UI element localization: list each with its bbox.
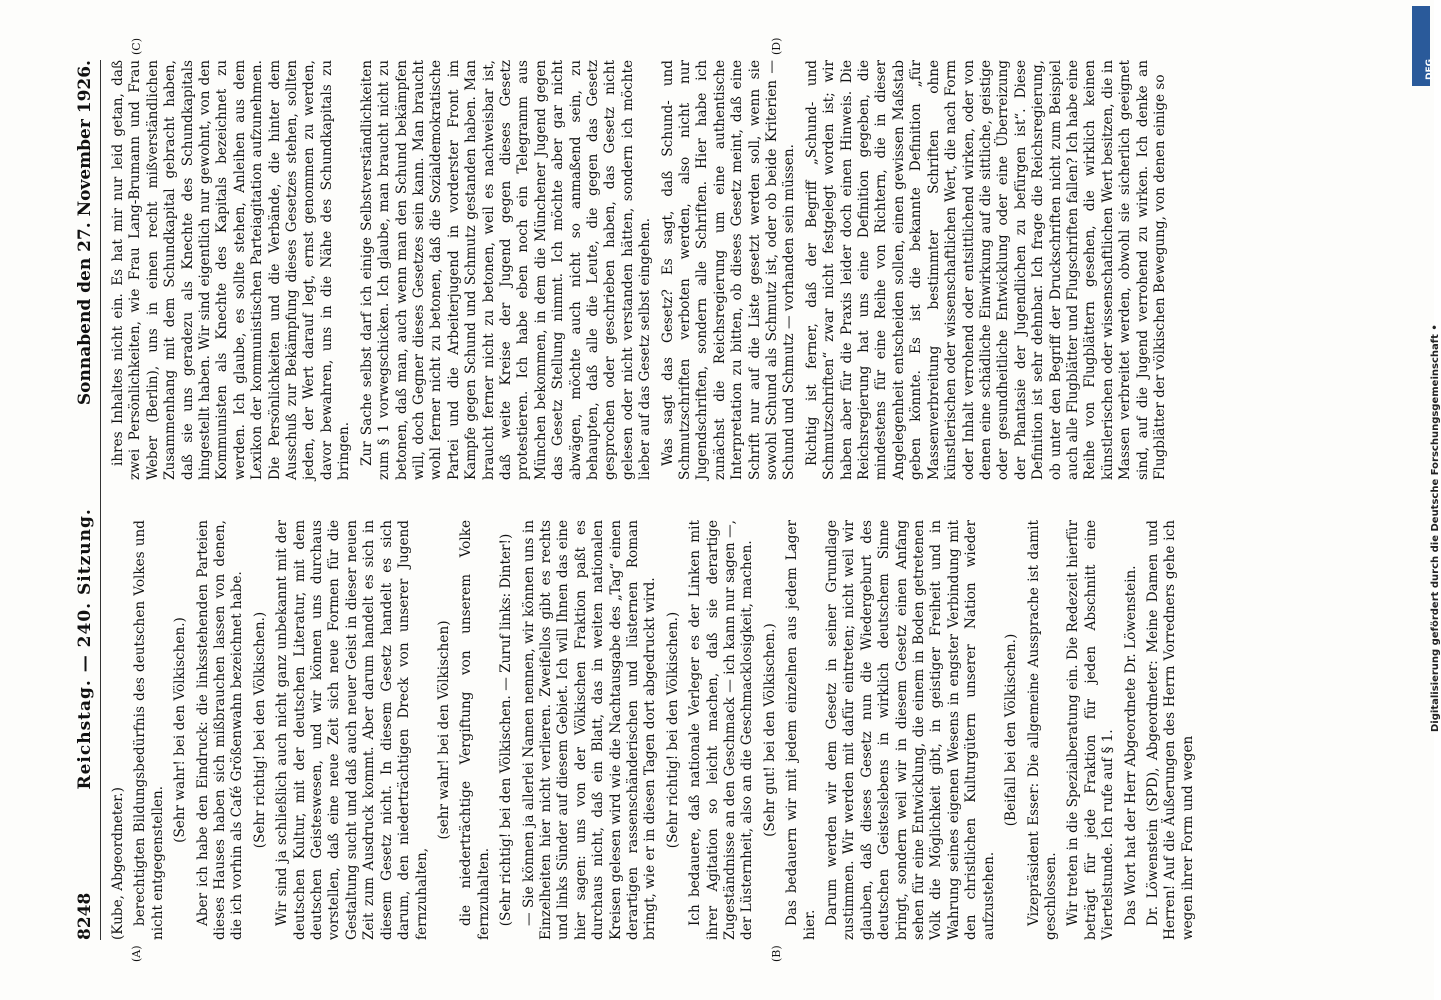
- paragraph: (Kube, Abgeordneter.): [110, 787, 126, 940]
- dfg-logo: [1412, 6, 1435, 86]
- paragraph: Wir sind ja schließlich auch nicht ganz unbekannt mit der deutschen Kultur, mit der deutschen Literatur, mit dem deutschen Geisteswesen, und wir können uns durchaus vorstellen, daß eine neue Zeit sich neue Formen für die Gestaltung sucht und daß auch neuer Geist in dieser neuen Zeit zum Ausdruck kommt. Aber darum handelt es sich in diesem Gesetz nicht. In diesem Gesetz handelt es sich darum, den niederträchtigen Dreck von unserer Jugend fernzuhalten,: [274, 520, 430, 940]
- paragraph: Darum werden wir dem Gesetz in seiner Grundlage zustimmen. Wir werden mit dafür eintreten; nicht weil wir glauben, daß dieses Gesetz nun die Wiedergeburt des deutschen Geisteslebens in wirklich deutschem Sinne bringt, sondern weil wir in diesem Gesetz einen Anfang sehen für eine Entwicklung, die einem in Boden getretenen Volk die Möglichkeit gibt, in geistiger Freiheit und in Wahrung seines eigenen Wesens in engster Verbindung mit den christlichen Kulturgütern unserer Nation wieder aufzustehen.: [824, 520, 997, 940]
- margin-marker-d: (D): [770, 37, 783, 55]
- paragraph: Das bedauern wir mit jedem einzelnen aus jedem Lager hier.: [784, 520, 818, 940]
- session-title: Reichstag. — 240. Sitzung.: [75, 508, 95, 790]
- rotated-page-content: [70, 37, 1370, 962]
- paragraph: Das Wort hat der Herr Abgeordnete Dr. Löwenstein.: [1122, 565, 1139, 926]
- margin-marker-b: (B): [770, 945, 783, 962]
- paragraph: Dr. Löwenstein (SPD), Abgeordneter: Meine Damen und Herren! Auf die Äußerungen des Herrn Vorredners gehe ich wegen ihrer Form und wegen: [1144, 520, 1196, 940]
- text-column-right: [110, 60, 1174, 480]
- paragraph: Was sagt das Gesetz? Es sagt, daß Schund- und Schmutzschriften verboten werden, also nicht nur Jugendschriften, sondern alle Schriften. Hier habe ich zunächst die Reichsregierung um eine authentische Interpretation zu bitten, ob dieses Gesetz meint, daß eine Schrift nur auf die Liste gesetzt werden soll, wenn sie sowohl Schund als Schmutz ist, oder ob beide Kriterien — Schund und Schmutz — vorhanden sein müssen.: [659, 60, 798, 480]
- dfg-logo-text: DFG: [1425, 58, 1435, 80]
- paragraph: Vizepräsident Esser: Die allgemeine Aussprache ist damit geschlossen.: [1025, 520, 1059, 940]
- paragraph: (Sehr richtig! bei den Völkischen.): [664, 611, 681, 849]
- page-header: [70, 60, 101, 940]
- paragraph: (Sehr richtig! bei den Völkischen. — Zuruf links: Dinter!): [498, 533, 515, 927]
- margin-marker-a: (A): [130, 945, 143, 962]
- text-column-left: [110, 520, 1202, 940]
- digitization-credit: [1418, 92, 1441, 732]
- paragraph: Wir treten in die Spezialberatung ein. Die Redezeit hierfür beträgt für jede Fraktion für jeden Abschnitt eine Viertelstunde. Ich rufe auf § 1.: [1065, 520, 1117, 940]
- paragraph: (Beifall bei den Völkischen.): [1003, 633, 1020, 827]
- paragraph: — Sie können ja allerlei Namen nennen, wir können uns in Einzelheiten hier nicht verlieren. Zweifellos gibt es rechts und links Sünder auf diesem Gebiet. Ich will Ihnen das eine hier sagen: uns von der Völkischen Fraktion paßt es durchaus nicht, daß ein Blatt, das in weiten nationalen Kreisen gelesen wird wie die Nachtausgabe des „Tag“ einen derartigen rassenschänderischen und lüsternen Roman bringt, wie er in diesen Tagen dort abgedruckt wird.: [520, 520, 659, 940]
- paragraph: (Sehr richtig! bei den Völkischen.): [251, 611, 268, 849]
- paragraph: Richtig ist ferner, daß der Begriff „Schund- und Schmutzschriften“ zwar nicht festgelegt worden ist; wir haben aber für die Praxis leider doch einen Hinweis. Die Reichsregierung hat uns eine Definition gegeben, die mindestens für eine Reihe von Richtern, die in dieser Angelegenheit entscheiden sollen, einen gewissen Maßstab geben könnte. Es ist die bekannte Definition „für Massenverbreitung bestimmter Schriften ohne künstlerischen oder wissenschaftlichen Wert, die nach Form oder Inhalt verrohend oder entsittlichend wirken, oder von denen eine schädliche Einwirkung auf die sittliche, geistige oder gesundheitliche Entwicklung oder eine Überreizung der Phantasie der Jugendlichen zu befürgen ist“. Diese Definition ist sehr dehnbar. Ich frage die Reichsregierung, ob unter den Begriff der Druckschriften nicht zum Beispiel auch alle Flugblätter und Flugschriften fallen? Ich habe eine Reihe von Flugblättern gesehen, die wirklich keinen künstlerischen oder wissenschaftlichen Wert besitzen, die in Massen verbreitet werden, obwohl sie sicherlich geeignet sind, auf die Jugend verrohend zu wirken. Ich denke an Flugblätter der völkischen Bewegung, von denen einige so: [803, 60, 1168, 480]
- paragraph: Zur Sache selbst darf ich einige Selbstverständlichkeiten zum § 1 vorwegschicken. Ich glaube, man braucht nicht zu betonen, daß man, auch wenn man den Schund bekämpfen will, doch Gegner dieses Gesetzes sein kann. Man braucht wohl ferner nicht zu betonen, daß die Sozialdemokratische Partei und die Arbeiterjugend in vorderster Front im Kampfe gegen Schund und Schmutz gestanden haben. Man braucht ferner nicht zu betonen, weil es nachweisbar ist, daß weite Kreise der Jugend gegen dieses Gesetz protestieren. Ich habe eben noch ein Telegramm aus München bekommen, in dem die Münchener Jugend gegen das Gesetz Stellung nimmt. Ich möchte aber gar nicht abwägen, möchte auch nicht so anmaßend sein, zu behaupten, daß alle die Leute, die gegen das Gesetz gesprochen oder geschrieben haben, das Gesetz nicht gelesen oder nicht verstanden hätten, sondern ich möchte lieber auf das Gesetz selbst eingehen.: [358, 60, 654, 480]
- paragraph: (Sehr gut! bei den Völkischen.): [761, 623, 778, 837]
- paragraph: ihres Inhaltes nicht ein. Es hat mir nur leid getan, daß zwei Persönlichkeiten, wie Frau Lang-Brumann und Frau Weber (Berlin), uns in einen recht mißverständlichen Zusammenhang mit dem Schundkapital gebracht haben, daß sie uns geradezu als Knechte des Schundkapitals hingestellt haben. Wir sind eigentlich nur gewohnt, von den Kommunisten als Knechte des Kapitals bezeichnet zu werden. Ich glaube, es sollte stehen, Anleihen aus dem Lexikon der kommunistischen Parteiagitation aufzunehmen. Die Persönlichkeiten und die Verbände, die hinter dem Ausschuß zur Bekämpfung dieses Gesetzes stehen, sollten jeden, der Wert darauf legt, ernst genommen zu werden, davor bewahren, uns in die Nähe des Schundkapitals zu bringen.: [110, 60, 353, 480]
- paragraph: (sehr wahr! bei den Völkischen): [435, 620, 452, 840]
- session-date: Sonnabend den 27. November 1926.: [75, 60, 95, 406]
- paragraph: (Sehr wahr! bei den Völkischen.): [172, 617, 189, 843]
- paragraph: Aber ich habe den Eindruck: die linksstehenden Parteien dieses Hauses haben sich mißbrauchen lassen von denen, die ich vorhin als Café Größenwahn bezeichnet habe.: [194, 520, 246, 940]
- page-number: 8248: [75, 892, 95, 940]
- margin-marker-c: (C): [130, 38, 143, 55]
- paragraph: die niederträchtige Vergiftung von unserem Volke fernzuhalten.: [458, 520, 492, 940]
- paragraph: Ich bedauere, daß nationale Verleger es der Linken mit ihrer Agitation so leicht machen, daß sie derartige Zugeständnisse an den Geschmack — ich kann nur sagen —, der Lüsternheit, also an die Geschmacklosigkeit, machen.: [687, 520, 756, 940]
- paragraph: berechtigten Bildungsbedürfnis des deutschen Volkes und nicht entgegenstellen.: [132, 520, 166, 940]
- credit-text: Digitalisierung gefördert durch die Deutsche Forschungsgemeinschaft •: [1430, 324, 1441, 732]
